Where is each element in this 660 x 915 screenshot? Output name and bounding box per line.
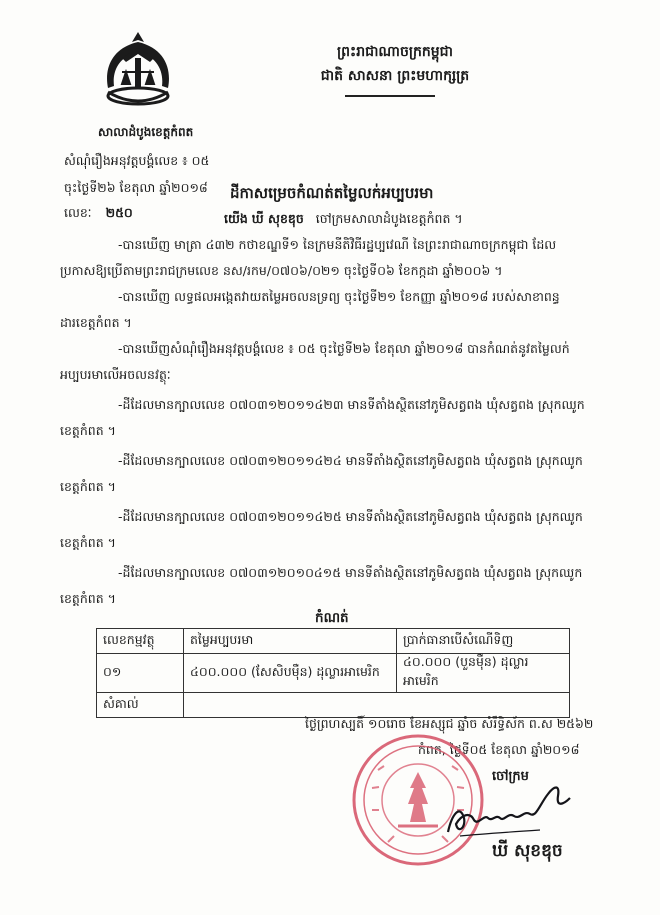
case-reference: សំណុំរឿងអនុវត្តបង្គំលេខ ៖ ០៥ [64,153,210,168]
table-cell: ០១ [97,654,184,693]
body-paragraphs [60,232,600,612]
table-header-cell: លេខកម្មវត្ថុ [97,629,184,654]
table-cell: ៤០០.០០០ (សែសិបម៉ឺន) ដុល្លារអាមេរិក [184,654,397,693]
number-label: លេខៈ [64,205,92,220]
number-value: ២៥០ [105,205,133,220]
motto-header: ជាតិ សាសនា ព្រះមហាក្សត្រ [320,68,470,84]
parcel-item-continuation: ខេត្តកំពត ។ [60,535,116,550]
intro-role: ចៅក្រមសាលាដំបូងខេត្តកំពត ។ [315,211,463,226]
paragraph-continuation: ដារខេត្តកំពត ។ [60,315,132,330]
table-note-row [97,693,570,718]
parcel-item-continuation: ខេត្តកំពត ។ [60,423,116,438]
parcel-item: -ដីដែលមានក្បាលលេខ ០៧០៣១២០១១៤២៤ មានទីតាំងស្ថិតនៅភូមិសត្វពង ឃុំសត្វពង ស្រុកឈូក [118,453,583,468]
place-date: កំពត, ថ្ងៃទី០៥ ខែតុលា ឆ្នាំ២០១៨ [418,742,580,757]
royal-emblem-logo [92,28,184,114]
note-label-cell: សំគាល់ [97,693,184,718]
parcel-item-continuation: ខេត្តកំពត ។ [60,479,116,494]
signer-name: ឃី សុខឌុច [492,841,563,861]
paragraph-continuation: ប្រកាសឱ្យប្រើតាមព្រះរាជក្រមលេខ នស/រកម/០៧០៦/០២១ ចុះថ្ងៃទី០៦ ខែកក្កដា ឆ្នាំ២០០៦ ។ [60,263,503,278]
paragraph: -បានឃើញ មាត្រា ៤៣២ កថាខណ្ឌទី១ នៃក្រមនីតិវិធីរដ្ឋប្បវេណី នៃព្រះរាជាណាចក្រកម្ពុជា ដែល [118,237,557,252]
table-row [97,654,570,693]
kingdom-header: ព្រះរាជាណាចក្រកម្ពុជា [336,44,453,60]
paragraph: -បានឃើញ លទ្ធផលអង្កេតវាយតម្លៃអចលនទ្រព្យ ចុះថ្ងៃទី២១ ខែកញ្ញា ឆ្នាំ២០១៨ របស់សាខាពន្ធ [118,289,560,304]
lunar-date: ថ្ងៃព្រហស្បតិ៍ ១០រោច ខែអស្សុជ ឆ្នាំច សំរឹទ្ធិស័ក ព.ស ២៥៦២ [305,716,594,731]
decision-table [96,628,570,718]
parcel-item: -ដីដែលមានក្បាលលេខ ០៧០៣១២០១០៤១៥ មានទីតាំងស្ថិតនៅភូមិសត្វពង ឃុំសត្វពង ស្រុកឈូក [118,565,583,580]
parcel-item: -ដីដែលមានក្បាលលេខ ០៧០៣១២០១១៤២៣ មានទីតាំងស្ថិតនៅភូមិសត្វពង ឃុំសត្វពង ស្រុកឈូក [118,397,585,412]
document-title: ដីកាសម្រេចកំណត់តម្លៃលក់អប្បបរមា [230,184,434,202]
court-name: សាលាដំបូងខេត្តកំពត [98,125,194,139]
table-header-cell: តម្លៃអប្បបរមា [184,629,397,654]
decision-heading: កំណត់ [315,610,349,626]
document-number [64,205,133,224]
note-value-cell [184,693,570,718]
parcel-item: -ដីដែលមានក្បាលលេខ ០៧០៣១២០១១៤២៥ មានទីតាំងស្ថិតនៅភូមិសត្វពង ឃុំសត្វពង ស្រុកឈូក [118,509,583,524]
table-header-row [97,629,570,654]
parcel-item-continuation: ខេត្តកំពត ។ [60,591,116,606]
paragraph: -បានឃើញសំណុំរឿងអនុវត្តបង្គំលេខ ៖ ០៥ ចុះថ្ងៃទី២៦ ខែតុលា ឆ្នាំ២០១៨ បានកំណត់នូវតម្លៃលក់ [118,341,570,356]
judge-label: ចៅក្រម [492,769,529,784]
intro-prefix: យើង [224,211,248,226]
paragraph-continuation: អប្បបរមាលើអចលនវត្ថុៈ [60,367,171,382]
table-header-cell: ប្រាក់ធានាបើសំណើទិញ [397,629,570,654]
table-cell: ៤០.០០០ (បួនម៉ឺន) ដុល្លារអាមេរិក [397,654,570,693]
case-date: ចុះថ្ងៃទី២៦ ខែតុលា ឆ្នាំ២០១៨ [64,180,208,195]
handwritten-signature [440,774,590,844]
ornament-divider [345,95,435,97]
intro-name: ឃី សុខឌុច [251,211,304,226]
signer-intro [224,206,463,232]
